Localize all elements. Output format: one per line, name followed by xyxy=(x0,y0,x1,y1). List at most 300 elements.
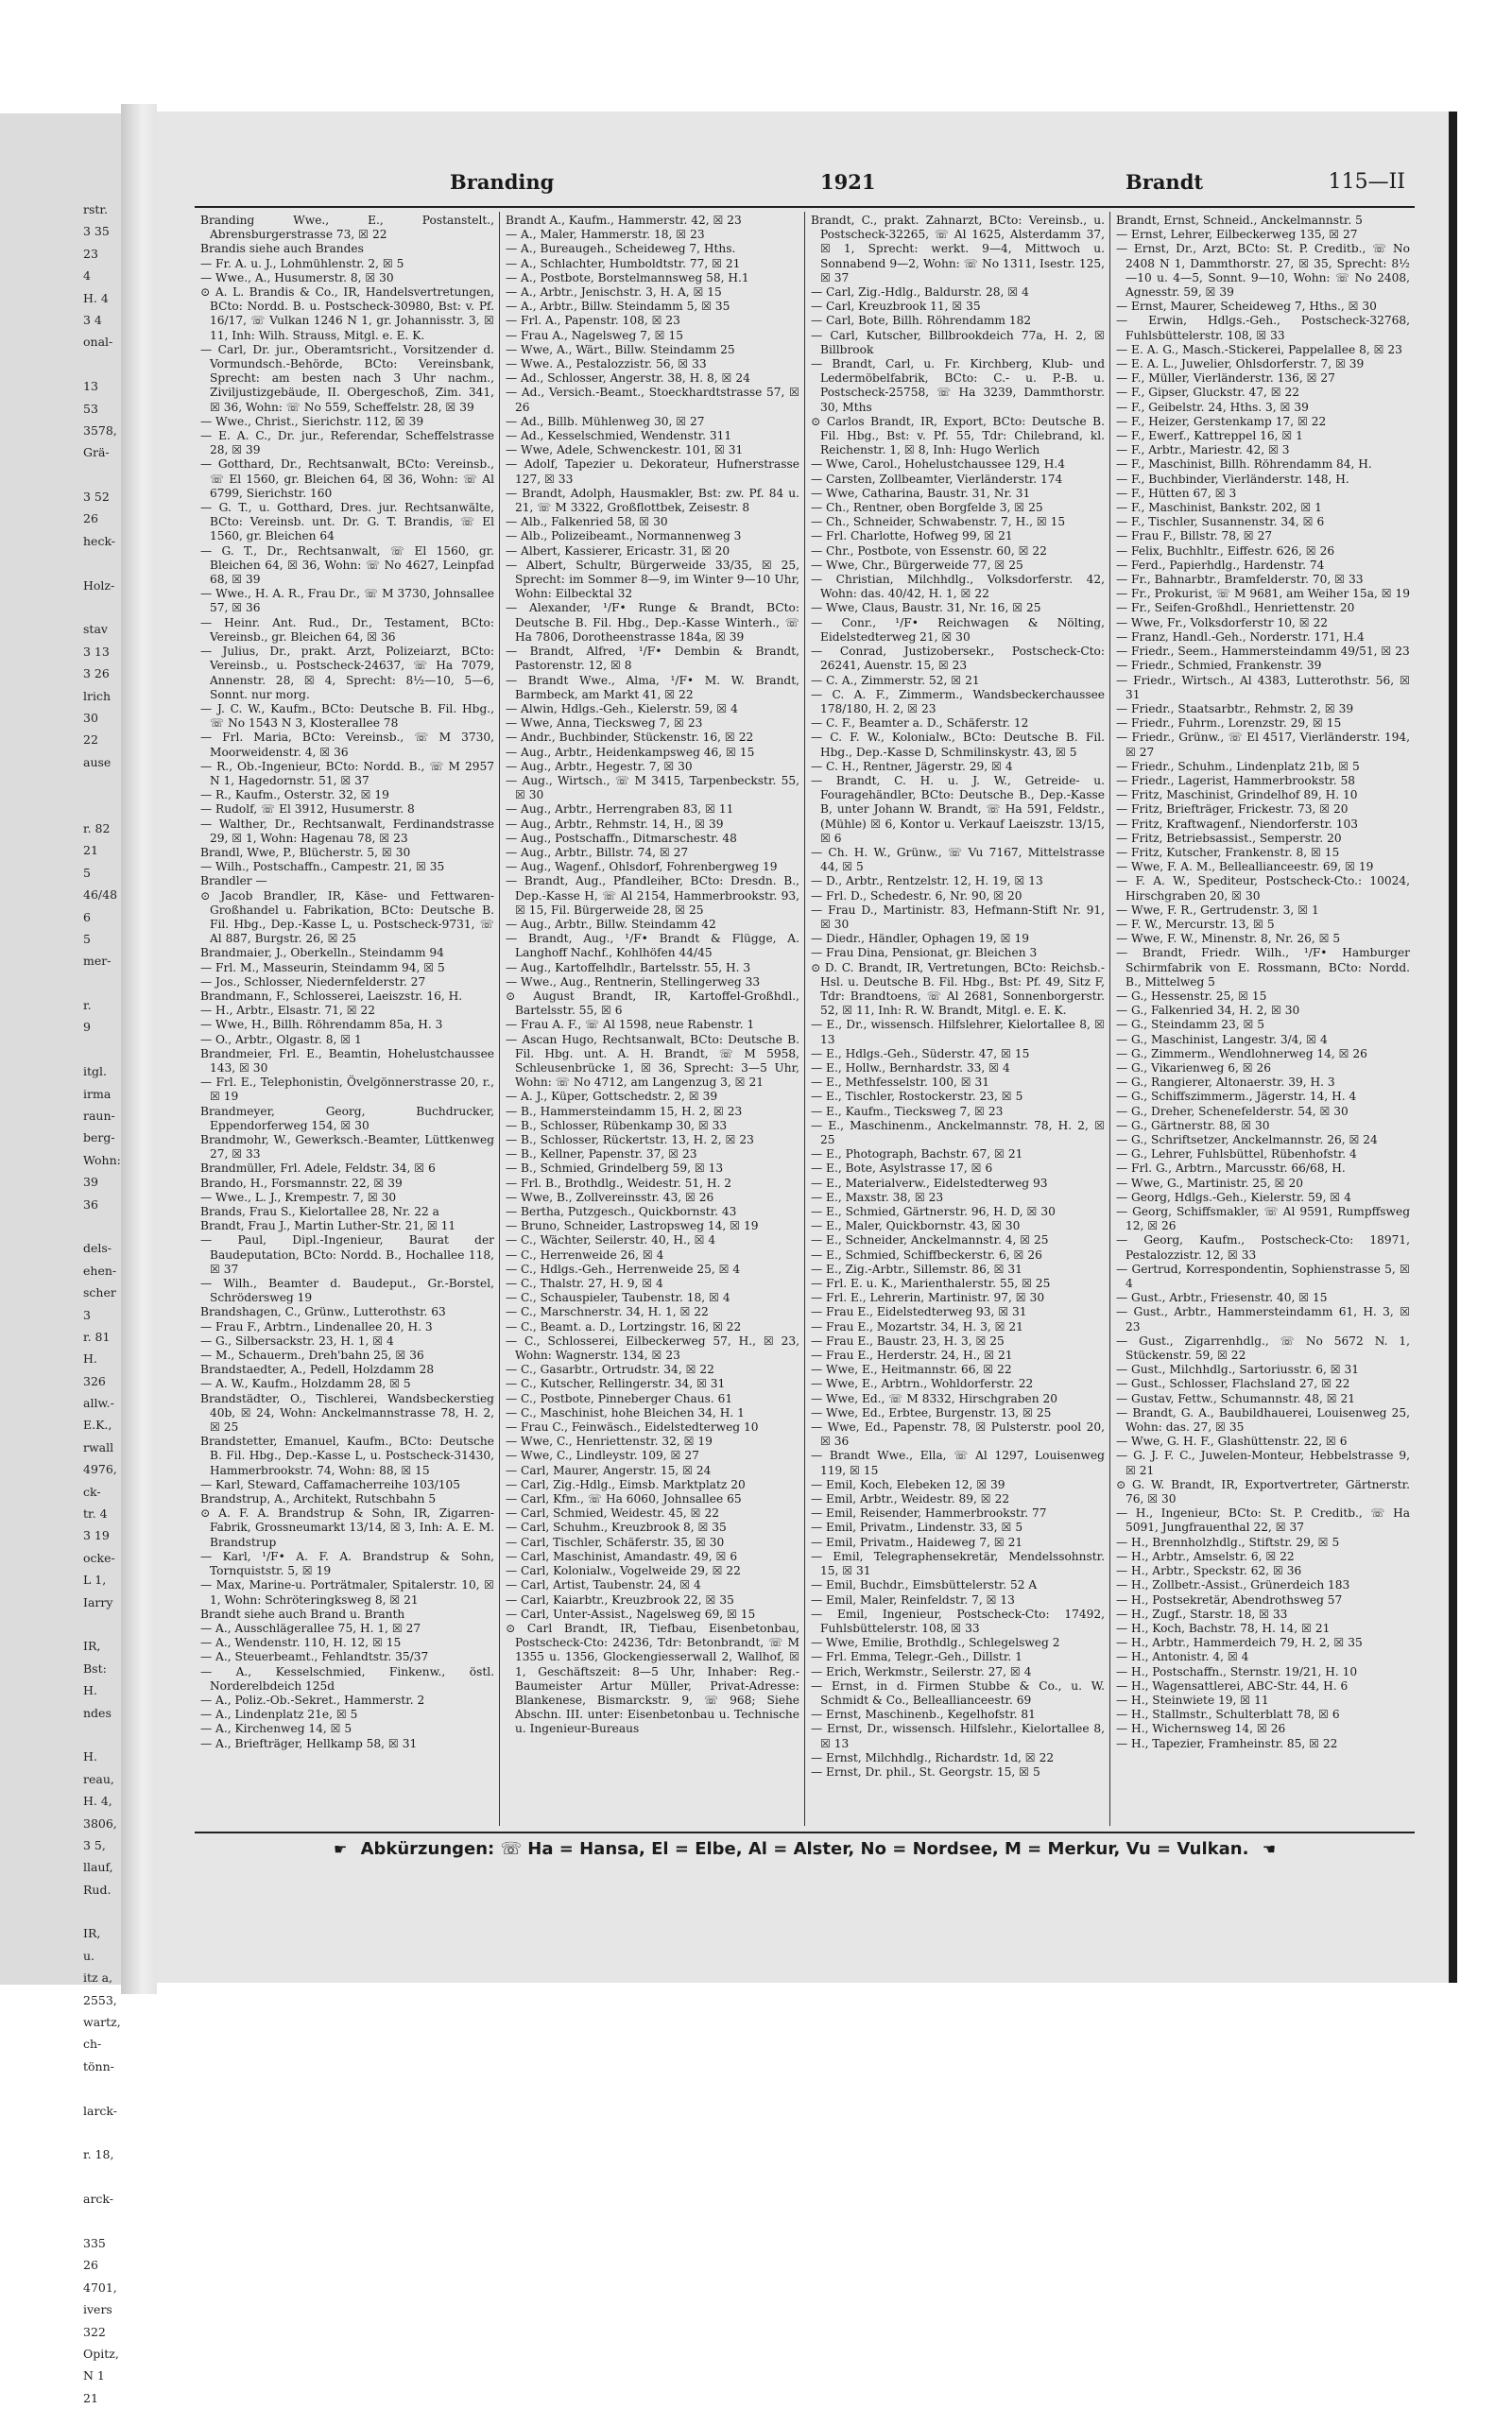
directory-entry: — Wwe, F. A. M., Belleallianceestr. 69, ☒ 19 xyxy=(1116,860,1374,874)
directory-entry: — Carl, Kreuzbrook 11, ☒ 35 xyxy=(811,300,981,314)
previous-page-fragment: rwall xyxy=(83,1439,114,1454)
directory-entry: — F., Hütten 67, ☒ 3 xyxy=(1116,486,1237,500)
directory-entry: — H., Arbtr., Elsastr. 71, ☒ 22 xyxy=(200,1004,376,1018)
directory-entry: — Carl, Kutscher, Billbrookdeich 77a, H. 2, ☒ Billbrook xyxy=(811,328,1105,356)
directory-entry: — Friedr., Schuhm., Lindenplatz 21b, ☒ 5 xyxy=(1116,759,1360,773)
directory-entry: — Gust., Milchhdlg., Sartoriusstr. 6, ☒ 31 xyxy=(1116,1363,1360,1377)
directory-entry: — F., Ewerf., Kattreppel 16, ☒ 1 xyxy=(1116,429,1303,443)
directory-entry: — Alwin, Hdlgs.-Geh., Kielerstr. 59, ☒ 4 xyxy=(506,701,738,715)
directory-entry: — Gustav, Fettw., Schumannstr. 48, ☒ 21 xyxy=(1116,1391,1355,1405)
previous-page-fragment: IR, xyxy=(83,1926,101,1941)
directory-entry: — E., Maschinenm., Anckelmannstr. 78, H. 2, ☒ 25 xyxy=(811,1118,1105,1146)
directory-entry: — Frau C., Feinwäsch., Eidelstedterweg 10 xyxy=(506,1420,759,1435)
header-rule xyxy=(195,206,1415,208)
directory-entry: — Frau F., Arbtrn., Lindenallee 20, H. 3 xyxy=(200,1319,433,1334)
previous-page-fragment xyxy=(83,2077,121,2099)
directory-entry: — G., Zimmerm., Wendlohnerweg 14, ☒ 26 xyxy=(1116,1046,1367,1060)
previous-page-fragments xyxy=(0,113,121,2409)
directory-entry: — Bruno, Schneider, Lastropsweg 14, ☒ 19 xyxy=(506,1219,759,1233)
directory-entry: — Carl, Schuhm., Kreuzbrook 8, ☒ 35 xyxy=(506,1521,727,1535)
previous-page-fragment: llauf, xyxy=(83,1860,113,1875)
previous-page-fragment: N 1 xyxy=(83,2368,105,2383)
directory-entry: — Friedr., Fuhrm., Lorenzstr. 29, ☒ 15 xyxy=(1116,716,1342,731)
previous-page-fragment: 3 13 xyxy=(83,644,110,659)
previous-page-fragment: 3 26 xyxy=(83,666,110,681)
directory-entry: — C., Hdlgs.-Geh., Herrenweide 25, ☒ 4 xyxy=(506,1262,741,1276)
directory-entry: — A., Arbtr., Jenischstr. 3, H. A, ☒ 15 xyxy=(506,285,722,300)
previous-page-fragment: 3 35 xyxy=(83,224,110,239)
directory-entry: — Gotthard, Dr., Rechtsanwalt, BCto: Vereinsb., ☏ El 1560, gr. Bleichen 64, ☒ 36, Wohn: ☏ Al 6799, Sierichstr. 160 xyxy=(200,457,494,500)
directory-entry: ⊙ Jacob Brandler, IR, Käse- und Fettwaren-Großhandel u. Fabrikation, BCto: Deutsche B. Fil. Hbg., Dep.-Kasse L, u. Postscheck-9731, ☏ Al 887, Burgstr. 26, ☒ 25 xyxy=(200,888,494,946)
directory-entry: — A., Lindenplatz 21e, ☒ 5 xyxy=(200,1708,358,1722)
directory-entry: — A., Bureaugeh., Scheideweg 7, Hths. xyxy=(506,242,736,256)
directory-entry: — Frau Dina, Pensionat, gr. Bleichen 3 xyxy=(811,946,1038,960)
directory-entry: — E., Tischler, Rostockerstr. 23, ☒ 5 xyxy=(811,1090,1023,1104)
directory-entry: — Aug., Arbtr., Heidenkampsweg 46, ☒ 15 xyxy=(506,745,755,759)
directory-entry: — A., Ausschlägerallee 75, H. 1, ☒ 27 xyxy=(200,1621,421,1635)
previous-page-fragment: heck- xyxy=(83,533,116,548)
directory-entry: — H., Zollbetr.-Assist., Grünerdeich 183 xyxy=(1116,1578,1350,1592)
directory-entry: Brandmüller, Frl. Adele, Feldstr. 34, ☒ 6 xyxy=(200,1161,436,1176)
previous-page-fragment xyxy=(83,464,121,486)
previous-page-fragment xyxy=(83,1613,121,1635)
previous-page-fragment: 26 xyxy=(83,511,98,526)
directory-entry: — Wwe, F. R., Gertrudenstr. 3, ☒ 1 xyxy=(1116,903,1319,917)
directory-entry: — E., Maler, Quickbornstr. 43, ☒ 30 xyxy=(811,1219,1021,1233)
directory-entry: — Rudolf, ☏ El 3912, Husumerstr. 8 xyxy=(200,802,415,817)
directory-entry: — G. J. F. C., Juwelen-Monteur, Hebbelstrasse 9, ☒ 21 xyxy=(1116,1449,1410,1477)
directory-entry: — Frau E., Herderstr. 24, H., ☒ 21 xyxy=(811,1349,1013,1363)
directory-entry: — B., Schlosser, Rückertstr. 13, H. 2, ☒ 23 xyxy=(506,1133,754,1146)
directory-entry: — Frau E., Baustr. 23, H. 3, ☒ 25 xyxy=(811,1334,1005,1348)
previous-page-fragment: larck- xyxy=(83,2103,118,2118)
directory-entry: — Carl, Maschinist, Amandastr. 49, ☒ 6 xyxy=(506,1549,738,1563)
directory-entry: Brandl, Wwe, P., Blücherstr. 5, ☒ 30 xyxy=(200,845,411,859)
directory-entry: — G., Steindamm 23, ☒ 5 xyxy=(1116,1018,1265,1032)
previous-page-fragment: 326 xyxy=(83,1373,106,1388)
directory-entry: — Frl. M., Masseurin, Steindamm 94, ☒ 5 xyxy=(200,960,445,974)
directory-entry: — Brandt, Aug., ¹/F• Brandt & Flügge, A. Langhoff Nachf., Kohlhöfen 44/45 xyxy=(506,932,799,960)
directory-entry: — Carl, Zig.-Hdlg., Eimsb. Marktplatz 20 xyxy=(506,1477,746,1491)
page-number: 115—II xyxy=(1328,170,1405,194)
directory-entry: — C., Wächter, Seilerstr. 40, H., ☒ 4 xyxy=(506,1233,716,1248)
directory-entry: — Fr., Prokurist, ☏ M 9681, am Weiher 15a, ☒ 19 xyxy=(1116,587,1411,601)
previous-page-fragment: Grä- xyxy=(83,445,110,460)
directory-entry: — Ad., Versich.-Beamt., Stoeckhardtstrasse 57, ☒ 26 xyxy=(506,386,799,414)
directory-entry: — Wwe, Carol., Hohelustchaussee 129, H.4 xyxy=(811,457,1066,472)
directory-entry: — Ernst, Maurer, Scheideweg 7, Hths., ☒ 30 xyxy=(1116,300,1377,314)
directory-entry: — Gust., Schlosser, Flachsland 27, ☒ 22 xyxy=(1116,1377,1350,1391)
directory-entry: — Felix, Buchhltr., Eiffestr. 626, ☒ 26 xyxy=(1116,543,1335,558)
previous-page-fragment xyxy=(83,2211,121,2232)
previous-page-fragment xyxy=(83,972,121,994)
previous-page-fragment: Bst: xyxy=(83,1660,107,1676)
directory-entry: — Alb., Polizeibeamt., Normannenweg 3 xyxy=(506,529,742,543)
previous-page-fragment: ehen- xyxy=(83,1263,117,1278)
header-right-keyword: Brandt xyxy=(1125,170,1204,194)
directory-entry: — Wwe, E., Arbtrn., Wohldorferstr. 22 xyxy=(811,1377,1034,1391)
previous-page-fragment: 335 xyxy=(83,2235,106,2250)
directory-entry: — G., Dreher, Schenefelderstr. 54, ☒ 30 xyxy=(1116,1104,1349,1118)
book-gutter xyxy=(121,104,157,1994)
directory-entry: — Karl, Steward, Caffamacherreihe 103/105 xyxy=(200,1477,460,1491)
directory-entry: ⊙ A. F. A. Brandstrup & Sohn, IR, Zigarren-Fabrik, Grossneumarkt 13/14, ☒ 3, Inh: A. E. M. Brandstrup xyxy=(200,1506,494,1549)
column-2 xyxy=(499,212,804,1826)
directory-entry: — Aug., Postschaffn., Ditmarschestr. 48 xyxy=(506,831,737,845)
previous-page-fragment: H. 4 xyxy=(83,290,109,305)
directory-entry: — Frl. E. u. K., Marienthalerstr. 55, ☒ 25 xyxy=(811,1277,1051,1291)
directory-entry: — C., Schlosserei, Eilbeckerweg 57, H., ☒ 23, Wohn: Wagnerstr. 134, ☒ 23 xyxy=(506,1334,799,1363)
previous-page-fragment xyxy=(83,2122,121,2143)
directory-entry: — Conr., ¹/F• Reichwagen & Nölting, Eidelstedterweg 21, ☒ 30 xyxy=(811,615,1105,644)
directory-entry: — Carl, Kfm., ☏ Ha 6060, Johnsallee 65 xyxy=(506,1492,742,1506)
directory-entry: — Walther, Dr., Rechtsanwalt, Ferdinandstrasse 29, ☒ 1, Wohn: Hagenau 78, ☒ 23 xyxy=(200,817,494,845)
directory-entry: — Aug., Wagenf., Ohlsdorf, Fohrenbergweg 19 xyxy=(506,860,778,874)
directory-entry: — Aug., Arbtr., Billstr. 74, ☒ 27 xyxy=(506,845,689,859)
directory-entry: — E., Kaufm., Tiecksweg 7, ☒ 23 xyxy=(811,1104,1004,1118)
directory-entry: — Wwe, F. W., Minenstr. 8, Nr. 26, ☒ 5 xyxy=(1116,932,1341,946)
directory-entry: — C. A., Zimmerstr. 52, ☒ 21 xyxy=(811,673,980,687)
directory-entry: — H., Koch, Bachstr. 78, H. 14, ☒ 21 xyxy=(1116,1621,1331,1635)
directory-entry: Brandler — xyxy=(200,874,267,888)
directory-entry: — M., Schauerm., Dreh'bahn 25, ☒ 36 xyxy=(200,1349,424,1363)
directory-entry: ⊙ G. W. Brandt, IR, Exportvertreter, Gärtnerstr. 76, ☒ 30 xyxy=(1116,1477,1410,1506)
previous-page-fragment: E.K., xyxy=(83,1418,112,1433)
directory-entry: — Emil, Maler, Reinfeldstr. 7, ☒ 13 xyxy=(811,1592,1015,1607)
directory-entry: — Frl. Charlotte, Hofweg 99, ☒ 21 xyxy=(811,529,1013,543)
directory-entry: — F., Geibelstr. 24, Hths. 3, ☒ 39 xyxy=(1116,400,1309,414)
previous-page-fragment: 5 xyxy=(83,931,91,946)
directory-entry: — Wwe., H. A. R., Frau Dr., ☏ M 3730, Johnsallee 57, ☒ 36 xyxy=(200,587,494,615)
directory-entry: — H., Postschaffn., Sternstr. 19/21, H. 10 xyxy=(1116,1664,1358,1678)
directory-entry: — G., Gärtnerstr. 88, ☒ 30 xyxy=(1116,1118,1270,1132)
directory-entry: — Carl, Bote, Billh. Röhrendamm 182 xyxy=(811,314,1032,328)
previous-page-fragment: ck- xyxy=(83,1484,101,1499)
directory-entry: — Paul, Dipl.-Ingenieur, Baurat der Baudeputation, BCto: Nordd. B., Hochallee 118, ☒ 37 xyxy=(200,1233,494,1276)
previous-page-fragment: arck- xyxy=(83,2192,114,2207)
previous-page-fragment: r. 81 xyxy=(83,1329,111,1344)
directory-entry: — Albert, Kassierer, Ericastr. 31, ☒ 20 xyxy=(506,543,730,558)
pointing-hand-right-icon: ☚ xyxy=(1262,1840,1277,1858)
directory-entry: — Frl. B., Brothdlg., Weidestr. 51, H. 2 xyxy=(506,1176,731,1190)
directory-entry: — Wwe, Ed., Erbtee, Burgenstr. 13, ☒ 25 xyxy=(811,1405,1052,1420)
directory-entry: — C. A. F., Zimmerm., Wandsbeckerchaussee 178/180, H. 2, ☒ 23 xyxy=(811,687,1105,715)
directory-entry: — Wwe, G. H. F., Glashüttenstr. 22, ☒ 6 xyxy=(1116,1435,1348,1449)
directory-entry: — E., Schmied, Gärtnerstr. 96, H. D, ☒ 30 xyxy=(811,1205,1056,1219)
directory-entry: — Frl. E., Lehrerin, Martinistr. 97, ☒ 30 xyxy=(811,1291,1045,1305)
directory-entry: — Jos., Schlosser, Niedernfelderstr. 27 xyxy=(200,974,426,989)
previous-page-fragment: 4 xyxy=(83,268,91,284)
previous-page-fragment: ndes xyxy=(83,1705,112,1720)
directory-entry: — Wwe. A., Pestalozzistr. 56, ☒ 33 xyxy=(506,357,707,371)
directory-entry: — Carl, Zig.-Hdlg., Baldurstr. 28, ☒ 4 xyxy=(811,285,1029,300)
previous-page-fragment: 4976, xyxy=(83,1462,117,1477)
directory-entry: — F., Maschinist, Bankstr. 202, ☒ 1 xyxy=(1116,501,1322,515)
previous-page-fragment: reau, xyxy=(83,1771,114,1786)
previous-page-fragment: itz a, xyxy=(83,1970,113,1986)
directory-entry: — C., Marschnerstr. 34, H. 1, ☒ 22 xyxy=(506,1305,709,1319)
directory-entry: — O., Arbtr., Olgastr. 8, ☒ 1 xyxy=(200,1032,362,1046)
previous-page-fragment xyxy=(83,1215,121,1237)
previous-page-fragment xyxy=(83,552,121,574)
directory-entry: — Frau F., Billstr. 78, ☒ 27 xyxy=(1116,529,1273,543)
previous-page-fragment: 23 xyxy=(83,246,98,261)
directory-entry: — Ch., Schneider, Schwabenstr. 7, H., ☒ 15 xyxy=(811,515,1066,529)
directory-entry: — Ernst, Milchhdlg., Richardstr. 1d, ☒ 22 xyxy=(811,1750,1055,1764)
previous-page-fragment: H. xyxy=(83,1351,97,1367)
previous-page-fragment: 9 xyxy=(83,1020,91,1035)
directory-entry: — Fritz, Briefträger, Frickestr. 73, ☒ 20 xyxy=(1116,802,1349,817)
directory-entry: — F. A. W., Spediteur, Postscheck-Cto.: 10024, Hirschgraben 20, ☒ 30 xyxy=(1116,874,1410,903)
directory-entry: Brandstädter, O., Tischlerei, Wandsbeckerstieg 40b, ☒ 24, Wohn: Anckelmannstrasse 78, H. 2, ☒ 25 xyxy=(200,1391,494,1435)
directory-entry: — Brandt, Aug., Pfandleiher, BCto: Dresdn. B., Dep.-Kasse H, ☏ Al 2154, Hammerbrookstr. 93, ☒ 15, Fil. Bürgerweide 28, ☒ 25 xyxy=(506,874,799,917)
directory-entry: — Wilh., Postschaffn., Campestr. 21, ☒ 35 xyxy=(200,860,445,874)
directory-entry: — A., Kirchenweg 14, ☒ 5 xyxy=(200,1722,352,1736)
directory-entry: — Wwe, Ed., ☏ M 8332, Hirschgraben 20 xyxy=(811,1391,1057,1405)
directory-entry: — F., Maschinist, Billh. Röhrendamm 84, H. xyxy=(1116,457,1372,472)
directory-entry: — A., Wendenstr. 110, H. 12, ☒ 15 xyxy=(200,1636,402,1650)
directory-entry: ⊙ Carlos Brandt, IR, Export, BCto: Deutsche B. Fil. Hbg., Bst: v. Pf. 55, Tdr: Chilebrand, kl. Reichenstr. 1, ☒ 8, Inh: Hugo Werlich xyxy=(811,414,1105,457)
directory-entry: — H., Zugf., Starstr. 18, ☒ 33 xyxy=(1116,1607,1288,1621)
directory-entry: — Carl, Maurer, Angerstr. 15, ☒ 24 xyxy=(506,1463,712,1477)
directory-entry: — E., Schmied, Schiffbeckerstr. 6, ☒ 26 xyxy=(811,1248,1042,1262)
directory-entry: — E., Hollw., Bernhardstr. 33, ☒ 4 xyxy=(811,1060,1010,1075)
directory-entry: — Emil, Privatm., Haideweg 7, ☒ 21 xyxy=(811,1535,1023,1549)
directory-entry: — A., Postbote, Borstelmannsweg 58, H.1 xyxy=(506,270,749,284)
directory-entry: — Frl. D., Schedestr. 6, Nr. 90, ☒ 20 xyxy=(811,888,1022,903)
previous-page-fragment: 21 xyxy=(83,2390,98,2405)
previous-page-fragment: 30 xyxy=(83,710,98,725)
directory-entry: — Frau E., Mozartstr. 34, H. 3, ☒ 21 xyxy=(811,1319,1023,1334)
directory-entry: — Aug., Arbtr., Herrengraben 83, ☒ 11 xyxy=(506,802,734,817)
directory-entry: — H., Arbtr., Speckstr. 62, ☒ 36 xyxy=(1116,1564,1302,1578)
directory-entry: — C., Kutscher, Rellingerstr. 34, ☒ 31 xyxy=(506,1377,726,1391)
directory-entry: — Carl, Kaiarbtr., Kreuzbrook 22, ☒ 35 xyxy=(506,1592,734,1607)
directory-entry: — E., Methfesselstr. 100, ☒ 31 xyxy=(811,1075,990,1090)
directory-entry: — Brandt, Alfred, ¹/F• Dembin & Brandt, Pastorenstr. 12, ☒ 8 xyxy=(506,645,799,673)
directory-entry: — G. T., Dr., Rechtsanwalt, ☏ El 1560, gr. Bleichen 64, ☒ 36, Wohn: ☏ No 4627, Leinpfad 68, ☒ 39 xyxy=(200,543,494,587)
directory-entry: — Fritz, Betriebsassist., Semperstr. 20 xyxy=(1116,831,1342,845)
directory-entry: — C. H., Rentner, Jägerstr. 29, ☒ 4 xyxy=(811,759,1013,773)
directory-entry: Brandmaier, J., Oberkelln., Steindamm 94 xyxy=(200,946,444,960)
previous-page-fragment: L 1, xyxy=(83,1573,107,1588)
header-left-keyword: Branding xyxy=(450,170,555,194)
directory-entry: — H., Ingenieur, BCto: St. P. Creditb., ☏ Ha 5091, Jungfrauenthal 22, ☒ 37 xyxy=(1116,1506,1410,1535)
previous-page-fragment xyxy=(83,596,121,618)
directory-entry: — Wwe, Fr., Volksdorferstr 10, ☒ 22 xyxy=(1116,615,1329,629)
previous-page-fragment: scher xyxy=(83,1285,116,1300)
directory-entry: — J. C. W., Kaufm., BCto: Deutsche B. Fil. Hbg., ☏ No 1543 N 3, Klosterallee 78 xyxy=(200,701,494,731)
column-1 xyxy=(195,212,499,1826)
directory-entry: — Ferd., Papierhdlg., Hardenstr. 74 xyxy=(1116,558,1325,572)
directory-entry: — Aug., Arbtr., Hegestr. 7, ☒ 30 xyxy=(506,759,693,773)
previous-page-fragment xyxy=(83,2166,121,2188)
abbreviations-text: Abkürzungen: ☏ Ha = Hansa, El = Elbe, Al = Alster, No = Nordsee, M = Merkur, Vu = Vulkan. xyxy=(360,1839,1249,1859)
previous-page-fragment: tönn- xyxy=(83,2058,114,2073)
directory-entry: — H., Stallmstr., Schulterblatt 78, ☒ 6 xyxy=(1116,1708,1340,1722)
directory-entry: — Frau E., Eidelstedterweg 93, ☒ 31 xyxy=(811,1305,1027,1319)
directory-entry: — G., Schiffszimmerm., Jägerstr. 14, H. 4 xyxy=(1116,1090,1357,1104)
directory-entry: — Wwe, B., Zollvereinsstr. 43, ☒ 26 xyxy=(506,1190,714,1204)
directory-entry: — Frau D., Martinistr. 83, Hefmann-Stift Nr. 91, ☒ 30 xyxy=(811,903,1105,931)
previous-page-fragment: 4701, xyxy=(83,2280,117,2295)
previous-page-fragment: dels- xyxy=(83,1241,112,1256)
previous-page-fragment: ch- xyxy=(83,2037,102,2052)
directory-entry: — Diedr., Händler, Ophagen 19, ☒ 19 xyxy=(811,932,1029,946)
directory-entry: — Ascan Hugo, Rechtsanwalt, BCto: Deutsche B. Fil. Hbg. unt. A. H. Brandt, ☏ M 5958, Schleusenbrücke 1, ☒ 36, Sprecht: 3—5 Uhr, Wohn: ☏ No 4712, am Langenzug 3, ☒ 21 xyxy=(506,1032,799,1090)
directory-entry: — C. F., Beamter a. D., Schäferstr. 12 xyxy=(811,716,1029,731)
directory-entry: Brandt, Frau J., Martin Luther-Str. 21, ☒ 11 xyxy=(200,1219,456,1233)
directory-entry: — C., Maschinist, hohe Bleichen 34, H. 1 xyxy=(506,1405,745,1420)
previous-page-fragment: 36 xyxy=(83,1196,98,1212)
directory-entry: — Fr., Seifen-Großhdl., Henriettenstr. 20 xyxy=(1116,601,1355,615)
previous-page-fragment: itgl. xyxy=(83,1064,107,1079)
directory-entry: — E., Maxstr. 38, ☒ 23 xyxy=(811,1190,944,1204)
directory-entry: — Alexander, ¹/F• Runge & Brandt, BCto: Deutsche B. Fil. Hbg., Dep.-Kasse Winterh., ☏ Ha 7806, Dorotheenstrasse 184a, ☒ 39 xyxy=(506,601,799,644)
previous-page-fragment xyxy=(83,796,121,817)
directory-entry: — Wwe., Aug., Rentnerin, Stellingerweg 33 xyxy=(506,974,761,989)
previous-page-fragment xyxy=(83,353,121,375)
directory-page xyxy=(157,112,1457,1983)
directory-entry: — Georg, Schiffsmakler, ☏ Al 9591, Rumpffsweg 12, ☒ 26 xyxy=(1116,1205,1410,1233)
directory-entry: — R., Ob.-Ingenieur, BCto: Nordd. B., ☏ M 2957 N 1, Hagedornstr. 51, ☒ 37 xyxy=(200,759,494,787)
directory-entry: — Wwe, C., Henriettenstr. 32, ☒ 19 xyxy=(506,1435,713,1449)
directory-entry: — Ernst, Dr. phil., St. Georgstr. 15, ☒ 5 xyxy=(811,1764,1040,1779)
directory-entry: Brandstetter, Emanuel, Kaufm., BCto: Deutsche B. Fil. Hbg., Dep.-Kasse L, u. Postscheck-31430, Hammerbrookstr. 74, Wohn: 88, ☒ 15 xyxy=(200,1435,494,1477)
directory-entry: — H., Arbtr., Amselstr. 6, ☒ 22 xyxy=(1116,1549,1295,1563)
directory-entry: — Wwe, E., Heitmannstr. 66, ☒ 22 xyxy=(811,1363,1012,1377)
directory-entry: — B., Schmied, Grindelberg 59, ☒ 13 xyxy=(506,1161,724,1176)
directory-entry: — Aug., Arbtr., Rehmstr. 14, H., ☒ 39 xyxy=(506,817,724,831)
directory-entry: — A., Kesselschmied, Finkenw., östl. Norderelbdeich 125d xyxy=(200,1664,494,1693)
directory-entry: — A., Steuerbeamt., Fehlandtstr. 35/37 xyxy=(200,1650,429,1664)
directory-entry: — E., Photograph, Bachstr. 67, ☒ 21 xyxy=(811,1147,1023,1161)
directory-entry: — G. T., u. Gotthard, Dres. jur. Rechtsanwälte, BCto: Vereinsb. unt. Dr. G. T. Brandis, ☏ El 1560, gr. Bleichen 64 xyxy=(200,501,494,543)
directory-entry: — Frl. G., Arbtrn., Marcusstr. 66/68, H. xyxy=(1116,1161,1346,1176)
directory-entry: — Brandt, C. H. u. J. W., Getreide- u. Fouragehändler, BCto: Deutsche B., Dep.-Kasse B, unter Johann W. Brandt, ☏ Ha 591, Feldstr., (Mühle) ☒ 6, Kontor u. Verkauf Laeiszstr. 13/15, ☒ 6 xyxy=(811,773,1105,845)
directory-entry: — Emil, Koch, Elebeken 12, ☒ 39 xyxy=(811,1477,1005,1491)
previous-page-fragment: lrich xyxy=(83,688,112,703)
directory-entry: — H., Brennholzhdlg., Stiftstr. 29, ☒ 5 xyxy=(1116,1535,1340,1549)
directory-entry: — Franz, Handl.-Geh., Norderstr. 171, H.4 xyxy=(1116,629,1365,644)
previous-page-fragment: 3 52 xyxy=(83,490,110,505)
directory-entry: — F., Arbtr., Mariestr. 42, ☒ 3 xyxy=(1116,443,1290,457)
previous-page-fragment: 6 xyxy=(83,909,91,924)
previous-page-fragment: r. 82 xyxy=(83,820,111,835)
previous-page-fragment: 3 xyxy=(83,1307,91,1322)
directory-entry: — E., Dr., wissensch. Hilfslehrer, Kielortallee 8, ☒ 13 xyxy=(811,1018,1105,1046)
directory-entry: — Gust., Arbtr., Hammersteindamm 61, H. 3, ☒ 23 xyxy=(1116,1305,1410,1334)
directory-entry: — H., Wagensattlerei, ABC-Str. 44, H. 6 xyxy=(1116,1678,1349,1693)
directory-entry: — Ernst, in d. Firmen Stubbe & Co., u. W. Schmidt & Co., Belleallianceestr. 69 xyxy=(811,1678,1105,1707)
directory-entry: — Friedr., Wirtsch., Al 4383, Lutterothstr. 56, ☒ 31 xyxy=(1116,673,1410,701)
directory-entry: — Frl. Maria, BCto: Vereinsb., ☏ M 3730, Moorweidenstr. 4, ☒ 36 xyxy=(200,731,494,759)
previous-page-fragment: 5 xyxy=(83,865,91,880)
directory-entry: — Brandt Wwe., Alma, ¹/F• M. W. Brandt, Barmbeck, am Markt 41, ☒ 22 xyxy=(506,673,799,701)
directory-entry: — G., Vikarienweg 6, ☒ 26 xyxy=(1116,1060,1272,1075)
previous-page-edge xyxy=(0,113,124,2405)
previous-page-fragment: 39 xyxy=(83,1175,98,1190)
directory-entry: — Ad., Billb. Mühlenweg 30, ☒ 27 xyxy=(506,414,705,428)
directory-entry: — Ad., Kesselschmied, Wendenstr. 311 xyxy=(506,429,732,443)
directory-entry: ⊙ August Brandt, IR, Kartoffel-Großhdl., Bartelsstr. 55, ☒ 6 xyxy=(506,989,799,1018)
directory-entry: — Erwin, Hdlgs.-Geh., Postscheck-32768, Fuhlsbüttelerstr. 108, ☒ 33 xyxy=(1116,314,1410,342)
directory-entry: — D., Arbtr., Rentzelstr. 12, H. 19, ☒ 13 xyxy=(811,874,1043,888)
directory-entry: — Frau A. F., ☏ Al 1598, neue Rabenstr. 1 xyxy=(506,1018,755,1032)
directory-entry: — E., Schneider, Anckelmannstr. 4, ☒ 25 xyxy=(811,1233,1049,1248)
directory-entry: — H., Arbtr., Hammerdeich 79, H. 2, ☒ 35 xyxy=(1116,1636,1363,1650)
directory-entry: — C., Thalstr. 27, H. 9, ☒ 4 xyxy=(506,1277,663,1291)
previous-page-fragment: 26 xyxy=(83,2258,98,2273)
directory-entry: Brandt siehe auch Brand u. Branth xyxy=(200,1607,405,1621)
directory-entry: — Friedr., Lagerist, Hammerbrookstr. 58 xyxy=(1116,773,1355,787)
directory-entry: — G., Silbersackstr. 23, H. 1, ☒ 4 xyxy=(200,1334,394,1348)
directory-entry: — E., Zig.-Arbtr., Sillemstr. 86, ☒ 31 xyxy=(811,1262,1022,1276)
directory-entry: — Conrad, Justizobersekr., Postscheck-Cto: 26241, Auenstr. 15, ☒ 23 xyxy=(811,645,1105,673)
directory-entry: — Frl. E., Telephonistin, Övelgönnerstrasse 20, r., ☒ 19 xyxy=(200,1075,494,1104)
directory-entry: — A., Poliz.-Ob.-Sekret., Hammerstr. 2 xyxy=(200,1693,425,1707)
directory-entry: Brandmann, F., Schlosserei, Laeiszstr. 16, H. xyxy=(200,989,463,1003)
previous-page-fragment: ivers xyxy=(83,2302,112,2317)
directory-entry: — Carl, Schmied, Weidestr. 45, ☒ 22 xyxy=(506,1506,719,1521)
column-3 xyxy=(804,212,1109,1826)
directory-entry: — G., Falkenried 34, H. 2, ☒ 30 xyxy=(1116,1004,1300,1018)
directory-entry: — E. A. G., Masch.-Stickerei, Pappelallee 8, ☒ 23 xyxy=(1116,342,1402,356)
directory-entry: — Aug., Arbtr., Billw. Steindamm 42 xyxy=(506,917,716,931)
directory-entry: — Max, Marine-u. Porträtmaler, Spitalerstr. 10, ☒ 1, Wohn: Schröteringksweg 8, ☒ 21 xyxy=(200,1578,494,1607)
directory-entry: — Wwe., L. J., Krempestr. 7, ☒ 30 xyxy=(200,1190,397,1204)
directory-entry: — H., Steinwiete 19, ☒ 11 xyxy=(1116,1693,1269,1707)
directory-entry: — Heinr. Ant. Rud., Dr., Testament, BCto: Vereinsb., gr. Bleichen 64, ☒ 36 xyxy=(200,615,494,644)
previous-page-fragment: Rud. xyxy=(83,1882,112,1897)
previous-page-fragment xyxy=(83,1724,121,1746)
directory-entry: — Frl. Emma, Telegr.-Geh., Dillstr. 1 xyxy=(811,1650,1022,1664)
previous-page-fragment: 53 xyxy=(83,401,98,416)
previous-page-fragment: r. 18, xyxy=(83,2147,114,2162)
directory-entry: — G., Rangierer, Altonaerstr. 39, H. 3 xyxy=(1116,1075,1335,1090)
directory-entry: — Alb., Falkenried 58, ☒ 30 xyxy=(506,515,668,529)
previous-page-fragment: r. xyxy=(83,998,92,1013)
directory-entry: — G., Lehrer, Fuhlsbüttel, Rübenhofstr. 4 xyxy=(1116,1147,1357,1161)
directory-entry: — G., Hessenstr. 25, ☒ 15 xyxy=(1116,989,1267,1003)
directory-entry: Brandmeier, Frl. E., Beamtin, Hohelustchaussee 143, ☒ 30 xyxy=(200,1046,494,1075)
directory-entry: — Brandt, Carl, u. Fr. Kirchberg, Klub- und Ledermöbelfabrik, BCto: C.- u. P.-B. u. Postscheck-25758, ☏ Ha 3239, Dammthorstr. 30, Mths xyxy=(811,357,1105,414)
directory-entry: — Fritz, Kraftwagenf., Niendorferstr. 103 xyxy=(1116,817,1358,831)
directory-entry: — Fr., Bahnarbtr., Bramfelderstr. 70, ☒ 33 xyxy=(1116,573,1364,587)
previous-page-fragment: wartz, xyxy=(83,2015,121,2030)
previous-page-fragment: H. xyxy=(83,1683,97,1698)
directory-columns xyxy=(195,212,1415,1826)
directory-entry: — F., Gipser, Gluckstr. 47, ☒ 22 xyxy=(1116,386,1300,400)
directory-entry: — Brandt, G. A., Baubildhauerei, Louisenweg 25, Wohn: das. 27, ☒ 35 xyxy=(1116,1405,1410,1435)
directory-entry: — F., Heizer, Gerstenkamp 17, ☒ 22 xyxy=(1116,414,1327,428)
directory-entry: Branding Wwe., E., Postanstelt., Abrensburgerstrasse 73, ☒ 22 xyxy=(200,214,494,242)
directory-entry: — Wwe, Chr., Bürgerweide 77, ☒ 25 xyxy=(811,558,1023,572)
previous-page-fragment: raun- xyxy=(83,1109,115,1124)
directory-entry: — Friedr., Grünw., ☏ El 4517, Vierländerstr. 194, ☒ 27 xyxy=(1116,731,1410,759)
directory-entry: — F., Tischler, Susannenstr. 34, ☒ 6 xyxy=(1116,515,1325,529)
directory-entry: — F. W., Mercurstr. 13, ☒ 5 xyxy=(1116,917,1275,931)
directory-entry: — Chr., Postbote, von Essenstr. 60, ☒ 22 xyxy=(811,543,1047,558)
directory-entry: — E. A. L., Juwelier, Ohlsdorferstr. 7, ☒ 39 xyxy=(1116,357,1365,371)
directory-entry: — B., Kellner, Papenstr. 37, ☒ 23 xyxy=(506,1147,697,1161)
directory-entry: — E. A. C., Dr. jur., Referendar, Scheffelstrasse 28, ☒ 39 xyxy=(200,429,494,457)
directory-entry: — Brandt, Friedr. Wilh., ¹/F• Hamburger Schirmfabrik von E. Rossmann, BCto: Nordd. B., Mittelweg 5 xyxy=(1116,946,1410,989)
directory-entry: — Emil, Ingenieur, Postscheck-Cto: 17492, Fuhlsbüttelerstr. 108, ☒ 33 xyxy=(811,1607,1105,1635)
directory-entry: — E., Hdlgs.-Geh., Süderstr. 47, ☒ 15 xyxy=(811,1046,1030,1060)
header-year: 1921 xyxy=(820,170,876,194)
previous-page-fragment: 322 xyxy=(83,2324,106,2339)
